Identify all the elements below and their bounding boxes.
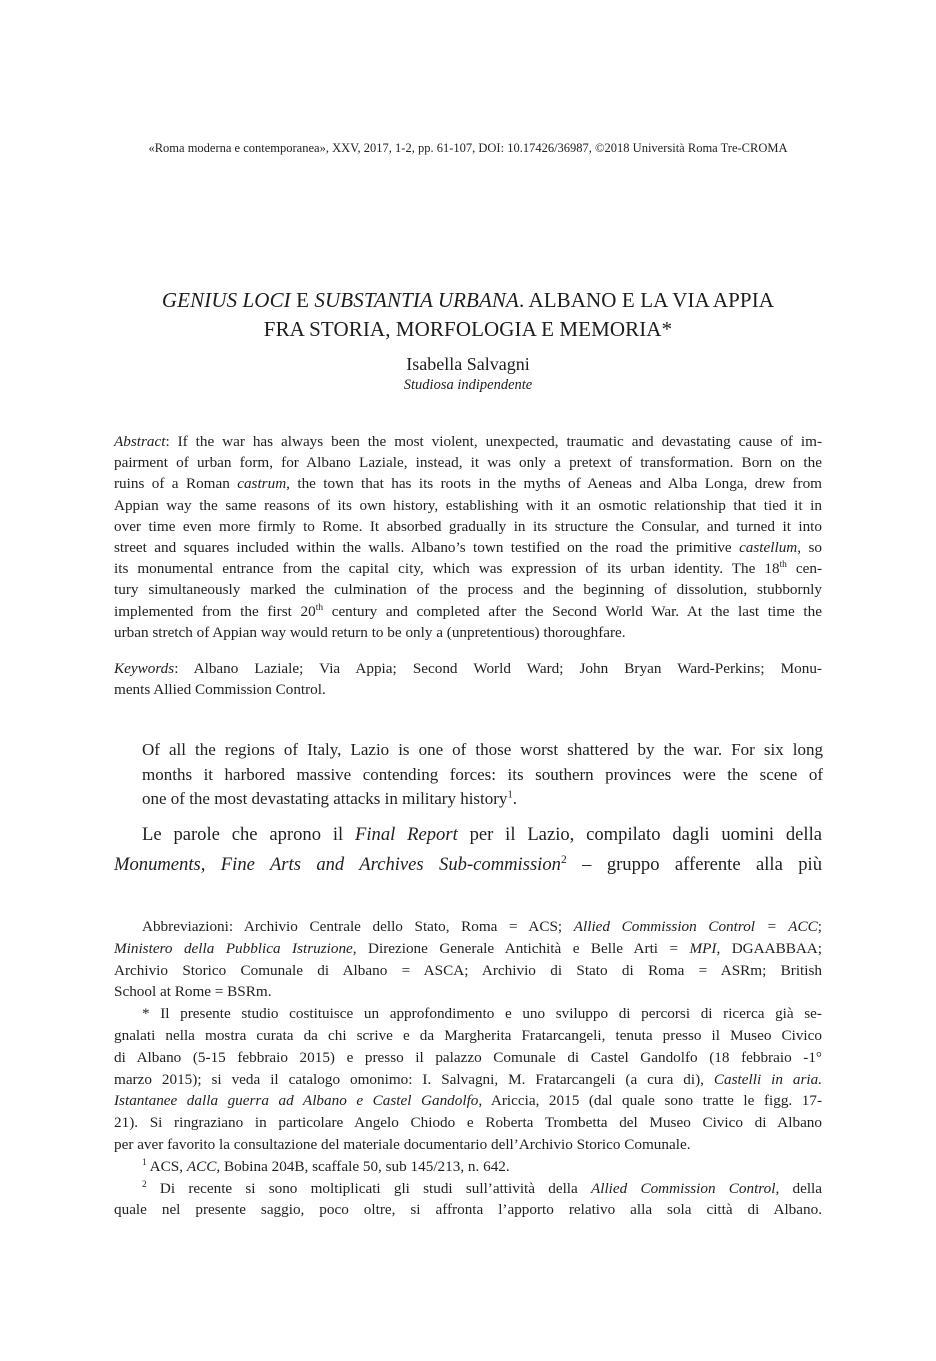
abstract-line bbox=[114, 558, 822, 579]
footnote-text: marzo 2015); si veda il catalogo omonimo: I. Salvagni, M. Fratarcangeli (a cura di), bbox=[114, 1070, 714, 1088]
abstract-superscript: th bbox=[779, 560, 787, 571]
quote-line: months it harbored massive contending forces: its southern provinces were the scene of bbox=[142, 764, 823, 784]
abstract-text: , so bbox=[797, 539, 822, 557]
footnote-line: per aver favorito la consultazione del materiale documentario dell’Archivio Storico Comunale. bbox=[114, 1135, 691, 1153]
abstract-line bbox=[114, 601, 822, 622]
abstract-line: over time even more firmly to Rome. It absorbed gradually in its structure the Consular, and turned it into bbox=[114, 517, 822, 535]
body-italic: Final Report bbox=[355, 824, 458, 845]
abstract-superscript: th bbox=[315, 602, 324, 613]
abstract-line: tury simultaneously marked the culmination of the process and the beginning of dissolution, stubbornly bbox=[114, 581, 822, 599]
footnote-text: , Ariccia, 2015 (dal quale sono tratte le figg. 17- bbox=[478, 1092, 822, 1110]
body-line bbox=[114, 820, 822, 850]
footnote-number: 1 bbox=[142, 1157, 147, 1168]
body-line bbox=[114, 850, 822, 880]
footnote-line: 21). Si ringraziano in particolare Angelo Chiodo e Roberta Trombetta del Museo Civico di Albano bbox=[114, 1114, 822, 1132]
abstract-italic: castrum bbox=[237, 475, 287, 493]
quote-text: one of the most devastating attacks in military history bbox=[142, 789, 508, 808]
footnote-line: di Albano (5-15 febbraio 2015) e presso il palazzo Comunale di Castel Gandolfo (18 febbraio -1° bbox=[114, 1048, 822, 1066]
body-text: per il Lazio, compilato dagli uomini della bbox=[457, 824, 822, 845]
footnote-line: School at Rome = BSRm. bbox=[114, 983, 272, 1001]
running-head: «Roma moderna e contemporanea», XXV, 2017, 1-2, pp. 61-107, DOI: 10.17426/36987, ©2018 Università Roma Tre-CROMA bbox=[148, 141, 788, 155]
author-name: Isabella Salvagni bbox=[406, 354, 530, 374]
abstract-text: cen- bbox=[786, 560, 823, 578]
footnote-text: ; bbox=[817, 918, 822, 935]
title-line-2: FRA STORIA, MORFOLOGIA E MEMORIA* bbox=[263, 317, 673, 341]
footnote-line: Archivio Storico Comunale di Albano = ASCA; Archivio di Stato di Roma = ASRm; British bbox=[114, 961, 822, 979]
article-title bbox=[100, 286, 836, 344]
abstract-line bbox=[114, 473, 822, 494]
keywords-line bbox=[114, 658, 822, 679]
abstract-text: implemented from the first 20 bbox=[114, 602, 316, 620]
footnote-ref[interactable]: 1 bbox=[507, 789, 513, 801]
keywords bbox=[114, 658, 822, 700]
footnote-text: Di recente si sono moltiplicati gli studi sull’attività della bbox=[146, 1179, 591, 1197]
title-italic-2: SUBSTANTIA URBANA bbox=[314, 288, 519, 312]
footnote-line bbox=[114, 1090, 822, 1112]
abstract-line: urban stretch of Appian way would return to be only a (unpretentious) thoroughfare. bbox=[114, 623, 626, 641]
keywords-text: : Albano Laziale; Via Appia; Second World Ward; John Bryan Ward-Perkins; Monu- bbox=[174, 660, 822, 677]
footnote-italic: ACC bbox=[186, 1157, 217, 1175]
abstract-line bbox=[114, 431, 822, 452]
abstract-line bbox=[114, 537, 822, 558]
author-affiliation: Studiosa indipendente bbox=[403, 377, 533, 393]
footnote-line bbox=[114, 1156, 822, 1178]
footnote-line bbox=[114, 1178, 822, 1200]
abstract-text: century and completed after the Second World War. At the last time the bbox=[323, 602, 822, 620]
footnote-italic: MPI bbox=[689, 939, 717, 957]
footnote-text: , DGAABBAA; bbox=[716, 939, 822, 957]
title-text-1: E bbox=[290, 288, 315, 312]
footnote-line: * Il presente studio costituisce un approfondimento e uno sviluppo di percorsi di ricerca già se- bbox=[142, 1005, 822, 1023]
footnote-text: , della bbox=[775, 1179, 823, 1197]
footnote-line bbox=[114, 916, 822, 938]
footnote-text: , Direzione Generale Antichità e Belle Arti = bbox=[352, 939, 690, 957]
body-text: – gruppo afferente alla più bbox=[566, 854, 823, 875]
body-paragraph bbox=[114, 820, 822, 880]
body-text: Le parole che aprono il bbox=[142, 824, 356, 845]
abstract-text: , the town that has its roots in the myths of Aeneas and Alba Longa, drew from bbox=[286, 475, 822, 493]
abstract-italic: castellum bbox=[739, 539, 798, 557]
abstract-text: its monumental entrance from the capital city, which was expression of its urban identity. The 18 bbox=[114, 560, 780, 578]
footnote-italic: Allied Commission Control bbox=[590, 1179, 776, 1197]
title-line-1 bbox=[100, 286, 836, 315]
footnotes bbox=[114, 916, 822, 1221]
footnote-line bbox=[114, 938, 822, 960]
footnote-text: Abbreviazioni: Archivio Centrale dello Stato, Roma = ACS; bbox=[142, 918, 574, 935]
abstract bbox=[114, 431, 822, 643]
abstract-text: : If the war has always been the most violent, unexpected, traumatic and devastating cause of im- bbox=[165, 433, 822, 450]
footnote-italic: Istantanee dalla guerra ad Albano e Castel Gandolfo bbox=[114, 1092, 479, 1110]
abstract-line: Appian way the same reasons of its own history, establishing with it an osmotic relationship that tied it in bbox=[114, 496, 822, 514]
footnote-number: 2 bbox=[142, 1179, 147, 1190]
body-italic: Monuments, Fine Arts and Archives Sub-commission bbox=[114, 854, 561, 875]
footnote-italic: Ministero della Pubblica Istruzione bbox=[114, 939, 353, 957]
abstract-text: ruins of a Roman bbox=[114, 475, 238, 493]
abstract-text: street and squares included within the walls. Albano’s town testified on the road the primitive bbox=[114, 539, 740, 557]
footnote-italic: Castelli in aria. bbox=[713, 1070, 822, 1088]
footnote-text: , Bobina 204B, scaffale 50, sub 145/213, n. 642. bbox=[216, 1157, 510, 1175]
block-quote bbox=[142, 738, 823, 812]
footnote-line bbox=[114, 1069, 822, 1091]
title-text-2: . ALBANO E LA VIA APPIA bbox=[518, 288, 775, 312]
footnote-text: ACS, bbox=[146, 1157, 187, 1175]
footnote-line: gnalati nella mostra curata da chi scrive e da Margherita Fratarcangeli, tenuta presso il Museo Civico bbox=[114, 1026, 822, 1044]
keywords-line: ments Allied Commission Control. bbox=[114, 681, 326, 699]
title-italic-1: GENIUS LOCI bbox=[161, 288, 291, 312]
footnote-line: quale nel presente saggio, poco oltre, si affronta l’apporto relativo alla sola città di Albano. bbox=[114, 1201, 822, 1219]
keywords-label: Keywords bbox=[114, 660, 175, 677]
abstract-line: pairment of urban form, for Albano Laziale, instead, it was only a pretext of transformation. Born on the bbox=[114, 454, 822, 472]
quote-text: . bbox=[512, 789, 517, 808]
footnote-ref[interactable]: 2 bbox=[560, 853, 567, 866]
abstract-label: Abstract bbox=[114, 433, 166, 450]
quote-line bbox=[142, 787, 823, 812]
footnote-italic: Allied Commission Control = ACC bbox=[573, 918, 818, 935]
quote-line: Of all the regions of Italy, Lazio is one of those worst shattered by the war. For six long bbox=[142, 740, 823, 759]
